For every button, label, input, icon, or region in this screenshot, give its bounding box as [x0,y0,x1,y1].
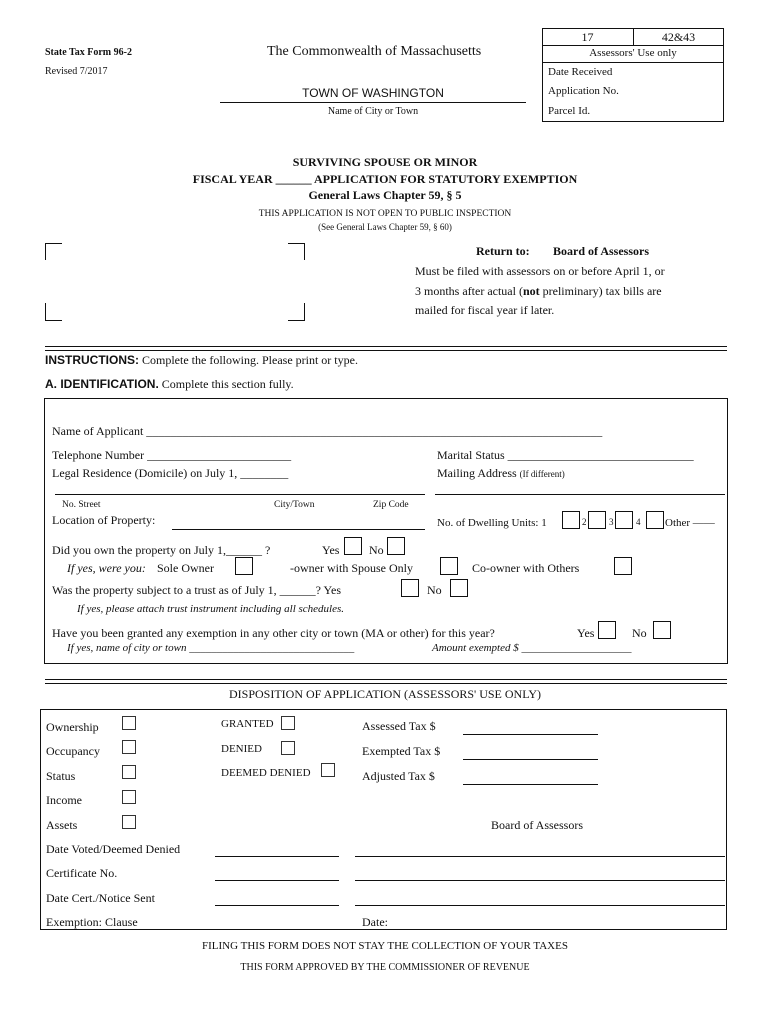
deemed-denied-label: DEEMED DENIED [221,767,311,779]
dwelling-3-label: 3 [609,517,614,527]
exempt-city-field[interactable]: If yes, name of city or town ______________________________ [67,642,355,654]
own-yes-checkbox[interactable] [344,537,362,555]
return-to-board: Board of Assessors [553,244,650,258]
filing-deadline-3: mailed for fiscal year if later. [415,303,555,317]
trust-question: Was the property subject to a trust as of July 1, ______? Yes [52,583,341,597]
occupancy-label: Occupancy [46,744,100,758]
denied-label: DENIED [221,743,262,755]
code-left: 17 [581,30,594,44]
dwelling-4-checkbox[interactable] [646,511,664,529]
denied-checkbox[interactable] [281,741,295,755]
assessors-use-only: Assessors' Use only [589,47,677,59]
return-to-label: Return to: [476,244,530,258]
assessed-tax-label: Assessed Tax $ [362,719,436,733]
disposition-rule-bottom [45,683,727,684]
assessors-box-divider-2 [542,62,724,63]
sole-owner-checkbox[interactable] [235,557,253,575]
occupancy-checkbox[interactable] [122,740,136,754]
exemption-clause-label: Exemption: Clause [46,915,138,929]
no-street-caption: No. Street [62,500,101,510]
approval-notice: THIS FORM APPROVED BY THE COMMISSIONER OF REVENUE [240,962,530,973]
dwelling-4-label: 4 [636,517,641,527]
assets-checkbox[interactable] [122,815,136,829]
dwelling-2-label: 2 [582,517,587,527]
sole-owner-label: Sole Owner [157,561,214,575]
mailing-address-label: Mailing Address (If different) [437,466,565,480]
date-received-label: Date Received [548,66,613,78]
spouse-only-checkbox[interactable] [440,557,458,575]
corner-mark-tr [288,243,305,244]
date-voted-label: Date Voted/Deemed Denied [46,842,181,856]
instructions-rule-bottom [45,350,727,351]
exempt-no-label: No [632,626,647,640]
granted-label: GRANTED [221,718,274,730]
parcel-id-label: Parcel Id. [548,105,591,117]
disposition-title: DISPOSITION OF APPLICATION (ASSESSORS' USE ONLY) [228,687,541,701]
own-property-question: Did you own the property on July 1,______ ? [52,543,271,557]
commonwealth-title: The Commonwealth of Massachusetts [267,44,482,59]
filing-deadline-2: 3 months after actual (not preliminary) tax bills are [415,284,662,298]
dwelling-2-checkbox[interactable] [588,511,606,529]
exempt-yes-label: Yes [577,626,595,640]
if-yes-were-you: If yes, were you: [67,561,146,575]
public-inspection-ref: (See General Laws Chapter 59, § 60) [318,222,452,232]
exempt-yes-checkbox[interactable] [598,621,616,639]
trust-no-label: No [427,583,442,597]
code-right: 42&43 [661,30,696,44]
zip-caption: Zip Code [373,500,409,510]
title-line-2: FISCAL YEAR ______ APPLICATION FOR STATUTORY EXEMPTION [192,172,578,186]
exempted-tax-label: Exempted Tax $ [362,744,441,758]
form-number: State Tax Form 96-2 [45,47,132,58]
own-no-label: No [369,543,384,557]
ownership-label: Ownership [46,720,99,734]
trust-no-checkbox[interactable] [450,579,468,597]
date-label: Date: [362,915,388,929]
income-label: Income [46,793,82,807]
certificate-no-label: Certificate No. [46,866,118,880]
mailing-address-line[interactable] [435,494,725,495]
trust-note: If yes, please attach trust instrument including all schedules. [77,603,345,615]
dwelling-units-label: No. of Dwelling Units: 1 [437,517,547,529]
corner-mark-tl-v [45,243,46,260]
corner-mark-bl [45,320,62,321]
date-cert-label: Date Cert./Notice Sent [46,891,155,905]
board-of-assessors-label: Board of Assessors [491,818,583,832]
adjusted-tax-label: Adjusted Tax $ [362,769,435,783]
town-name: TOWN OF WASHINGTON [302,86,444,100]
title-line-1: SURVIVING SPOUSE OR MINOR [292,155,478,169]
date-voted-line[interactable] [215,856,339,857]
instructions: INSTRUCTIONS: Complete the following. Please print or type. [45,353,358,367]
co-owner-others-label: Co-owner with Others [472,561,580,575]
dwelling-3-checkbox[interactable] [615,511,633,529]
assessors-box-divider [542,45,724,46]
city-town-caption: City/Town [274,500,315,510]
signature-line-1[interactable] [355,856,725,857]
status-label: Status [46,769,76,783]
applicant-name-field[interactable]: Name of Applicant ____________________________________________________________________________ [52,424,603,438]
corner-mark-tr-v [304,243,305,260]
marital-status-field[interactable]: Marital Status _______________________________ [437,448,694,462]
adjusted-tax-line[interactable] [463,784,598,785]
granted-checkbox[interactable] [281,716,295,730]
corner-mark-bl-v [45,303,46,320]
section-a-heading: A. IDENTIFICATION. Complete this section fully. [45,377,294,391]
town-underline [220,102,526,103]
own-yes-label: Yes [322,543,340,557]
location-label: Location of Property: [52,513,156,527]
instructions-rule-top [45,346,727,347]
revised-date: Revised 7/2017 [45,66,108,77]
ownership-checkbox[interactable] [122,716,136,730]
exempt-no-checkbox[interactable] [653,621,671,639]
filing-notice: FILING THIS FORM DOES NOT STAY THE COLLECTION OF YOUR TAXES [202,940,568,952]
assessed-tax-line[interactable] [463,734,598,735]
spouse-only-label: -owner with Spouse Only [290,561,413,575]
signature-line-2[interactable] [355,880,725,881]
signature-line-3[interactable] [355,905,725,906]
address-top-line [55,494,425,495]
filing-deadline-1: Must be filed with assessors on or before April 1, or [415,264,665,278]
town-caption: Name of City or Town [327,106,419,117]
assets-label: Assets [46,818,78,832]
certificate-no-line[interactable] [215,880,339,881]
location-line[interactable] [172,529,425,530]
legal-residence-field[interactable]: Legal Residence (Domicile) on July 1, ________ [52,466,289,480]
own-no-checkbox[interactable] [387,537,405,555]
income-checkbox[interactable] [122,790,136,804]
corner-mark-br [288,320,305,321]
not-public-notice: THIS APPLICATION IS NOT OPEN TO PUBLIC INSPECTION [258,209,512,219]
date-cert-line[interactable] [215,905,339,906]
trust-yes-checkbox[interactable] [401,579,419,597]
corner-mark-tl [45,243,62,244]
application-no-label: Application No. [548,85,619,97]
telephone-field[interactable]: Telephone Number ________________________ [52,448,292,462]
corner-mark-br-v [304,303,305,320]
status-checkbox[interactable] [122,765,136,779]
amount-exempted-field[interactable]: Amount exempted $ ____________________ [432,642,632,654]
deemed-denied-checkbox[interactable] [321,763,335,777]
disposition-rule-top [45,679,727,680]
other-exemption-question: Have you been granted any exemption in any other city or town (MA or other) for this year? [52,626,495,640]
co-owner-others-checkbox[interactable] [614,557,632,575]
exempted-tax-line[interactable] [463,759,598,760]
title-line-3: General Laws Chapter 59, § 5 [308,188,462,202]
dwelling-other-label: Other —— [665,517,715,529]
dwelling-1-checkbox[interactable] [562,511,580,529]
